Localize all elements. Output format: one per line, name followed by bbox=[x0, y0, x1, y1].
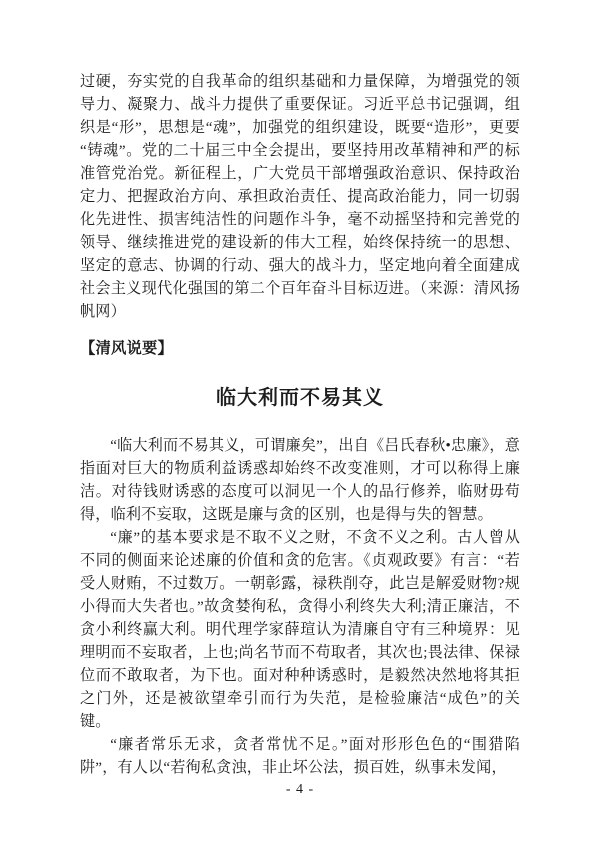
body-paragraph-2: “廉”的基本要求是不取不义之财，不贪不义之利。古人曾从不同的侧面来论述廉的价值和贪的危害。《贞观政要》有言：“若受人财贿，不过数万。一朝彰露，禄秩削夺，此岂是解爱财物?规小得而大失者也。”故贪婪徇私，贪得小利终失大利;清正廉洁，不贪小利终赢大利。明代理学家薛瑄认为清廉自守有三种境界：见理明而不妄取者，上也;尚名节而不苟取者，其次也;畏法律、保禄位而不敢取者，为下也。面对种种诱惑时，是毅然决然地将其拒之门外，还是被欲望牵引而行为失范，是检验廉洁“成色”的关键。 bbox=[80, 530, 520, 730]
continuation-paragraph: 过硬，夯实党的自我革命的组织基础和力量保障，为增强党的领导力、凝聚力、战斗力提供了重要保证。习近平总书记强调，组织是“形”，思想是“魂”，加强党的组织建设，既要“造形”，更要“铸魂”。党的二十届三中全会提出，要坚持用改革精神和严的标准管党治党。新征程上，广大党员干部增强政治意识、保持政治定力、把握政治方向、承担政治责任、提高政治能力，同一切弱化先进性、损害纯洁性的问题作斗争，毫不动摇坚持和完善党的领导、继续推进党的建设新的伟大工程，始终保持统一的思想、坚定的意志、协调的行动、强大的战斗力，坚定地向着全面建成社会主义现代化强国的第二个百年奋斗目标迈进。（来源：清风扬帆网） bbox=[80, 74, 520, 320]
body-paragraph-3: “廉者常乐无求，贪者常忧不足。”面对形形色色的“围猎陷阱”，有人以“若徇私贪浊，非止坏公法，损百姓，纵事未发闻， bbox=[80, 737, 520, 776]
article-title: 临大利而不易其义 bbox=[216, 387, 384, 409]
page-content bbox=[80, 71, 520, 780]
page-number: - 4 - bbox=[285, 782, 315, 797]
section-label: 【清风说要】 bbox=[80, 340, 173, 357]
body-paragraph-1: “临大利而不易其义，可谓廉矣”，出自《吕氏春秋•忠廉》，意指面对巨大的物质利益诱惑却始终不改变准则，才可以称得上廉洁。对待钱财诱惑的态度可以洞见一个人的品行修养，临财毋苟得，临利不妄取，这既是廉与贪的区别，也是得与失的智慧。 bbox=[80, 438, 520, 523]
